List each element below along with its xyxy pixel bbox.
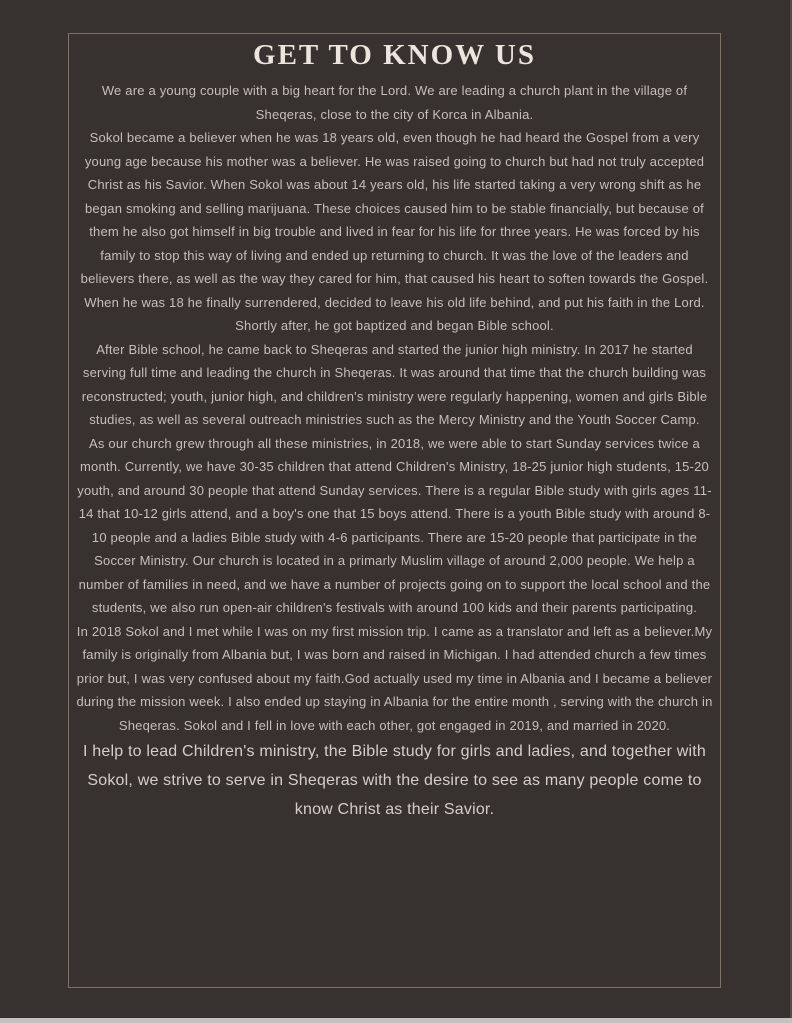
paragraph: We are a young couple with a big heart for the Lord. We are leading a church plant in the village of Sheqeras, close to the city of Korca in Albania.	[101, 83, 688, 122]
page-title: GET TO KNOW US	[253, 39, 536, 71]
article-body	[74, 79, 715, 824]
paragraph-emphasis: I help to lead Children's ministry, the Bible study for girls and ladies, and together with Sokol, we strive to serve in Sheqeras with the desire to see as many people come to know Christ as their Savior.	[82, 743, 707, 818]
paragraph: In 2018 Sokol and I met while I was on my first mission trip. I came as a translator and left as a believer.My family is originally from Albania but, I was born and raised in Michigan. I had attended church a few times prior but, I was very confused about my faith.God actually used my time in Albania and I became a believer during the mission week. I also ended up staying in Albania for the entire month , serving with the church in Sheqeras. Sokol and I fell in love with each other, got engaged in 2019, and married in 2020.	[76, 623, 713, 733]
content-frame	[68, 33, 721, 988]
paragraph: After Bible school, he came back to Sheqeras and started the junior high ministry. In 2017 he started serving full time and leading the church in Sheqeras. It was around that time that the church building was reconstructed; youth, junior high, and children's ministry were regularly happening, women and girls Bible studies, as well as several outreach ministries such as the Mercy Ministry and the Youth Soccer Camp.	[81, 341, 708, 427]
paragraph: As our church grew through all these ministries, in 2018, we were able to start Sunday services twice a month. Currently, we have 30-35 children that attend Children's Ministry, 18-25 junior high students, 15-20 youth, and around 30 people that attend Sunday services. There is a regular Bible study with girls ages 11-14 that 10-12 girls attend, and a boy's one that 15 boys attend. There is a youth Bible study with around 8-10 people and a ladies Bible study with 4-6 participants. There are 15-20 people that participate in the Soccer Ministry. Our church is located in a primarly Muslim village of around 2,000 people. We help a number of families in need, and we have a number of projects going on to support the local school and the students, we also run open-air children's festivals with around 100 kids and their parents participating.	[77, 435, 712, 615]
page-bottom-edge	[0, 1018, 792, 1023]
paragraph: Sokol became a believer when he was 18 years old, even though he had heard the Gospel from a very young age because his mother was a believer. He was raised going to church but had not truly accepted Christ as his Savior. When Sokol was about 14 years old, his life started taking a very wrong shift as he began smoking and selling marijuana. These choices caused him to be stable financially, but because of them he also got himself in big trouble and lived in fear for his life for three years. He was forced by his family to stop this way of living and ended up returning to church. It was the love of the leaders and believers there, as well as the way they cared for him, that caused his heart to soften towards the Gospel. When he was 18 he finally surrendered, decided to leave his old life behind, and put his faith in the Lord. Shortly after, he got baptized and began Bible school.	[80, 130, 709, 333]
